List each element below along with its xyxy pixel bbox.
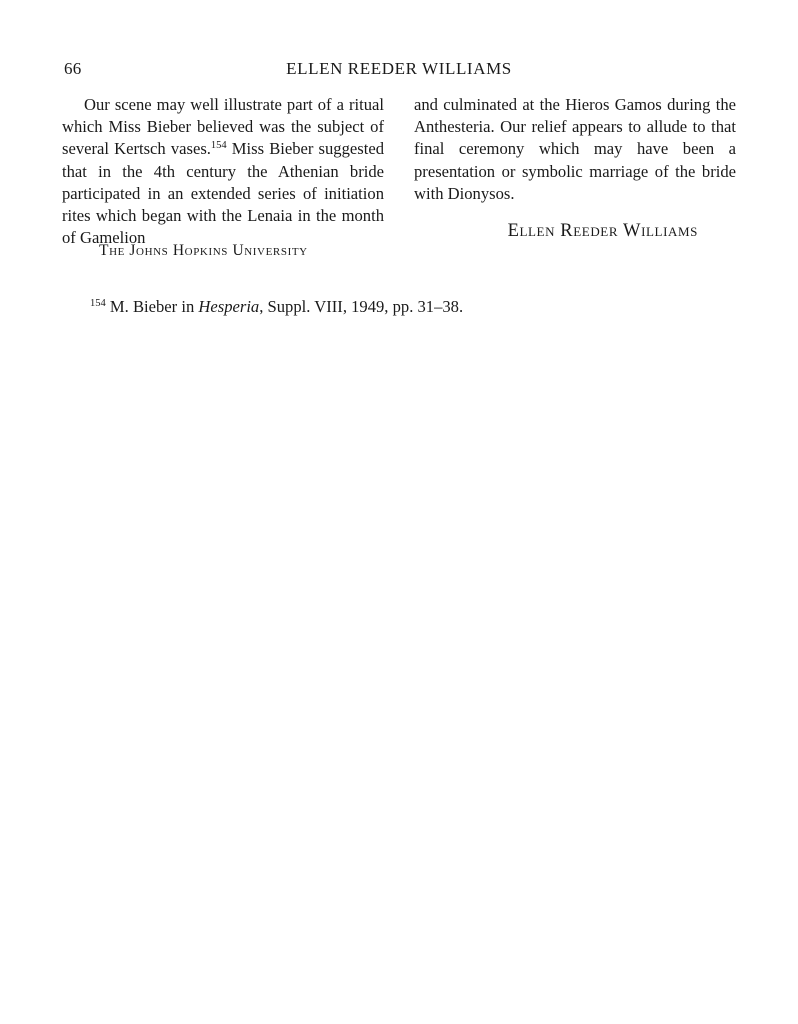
footnote-journal: Hesperia xyxy=(198,297,260,316)
right-column xyxy=(414,94,736,205)
footnote xyxy=(90,297,463,317)
footnote-text: M. Bieber in xyxy=(105,297,199,316)
footnote-citation: , Suppl. VIII, 1949, pp. 31–38. xyxy=(259,297,464,316)
left-column xyxy=(62,94,384,249)
paragraph-right: and culminated at the Hieros Gamos during the Anthesteria. Our relief appears to allude to that final ceremony which may have been a presentation or symbolic marriage of the bride with Dionysos. xyxy=(414,95,736,203)
footnote-reference[interactable]: 154 xyxy=(210,140,227,152)
page-number: 66 xyxy=(64,59,82,78)
paragraph-left xyxy=(62,94,384,249)
footnote-number: 154 xyxy=(90,298,106,309)
paragraph-text-continued: Miss Bieber suggested that in the 4th century the Athenian bride participated in an extended series of initiation rites which began with the Lenaia in the month of Gamelion xyxy=(62,139,384,248)
author-affiliation: The Johns Hopkins University xyxy=(99,242,308,259)
author-signature: Ellen Reeder Williams xyxy=(507,221,698,241)
paragraph-text: Our scene may well illustrate part of a ritual which Miss Bieber believed was the subject of several Kertsch vases. xyxy=(62,95,384,159)
running-head: ELLEN REEDER WILLIAMS xyxy=(286,59,512,78)
